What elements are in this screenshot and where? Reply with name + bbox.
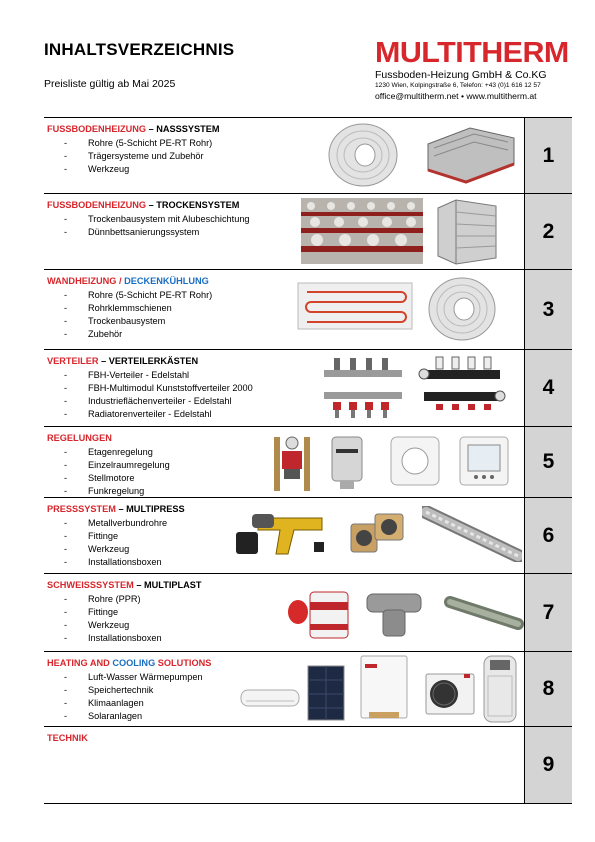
- section-number: 3: [524, 270, 572, 349]
- section-number: 1: [524, 118, 572, 193]
- list-item: - Radiatorenverteiler - Edelstahl: [47, 408, 307, 421]
- list-item: - Werkzeug: [47, 163, 307, 176]
- list-item: - Zubehör: [47, 328, 307, 341]
- toc-row-6[interactable]: [44, 498, 572, 574]
- list-item: - Werkzeug: [47, 619, 307, 632]
- list-item: - Einzelraumregelung: [47, 459, 307, 472]
- list-item: - Klimaanlagen: [47, 697, 307, 710]
- company-logo-block: [375, 38, 575, 101]
- section-heading: FUSSBODENHEIZUNG – TROCKENSYSTEM: [47, 200, 240, 210]
- table-of-contents: [44, 117, 572, 804]
- toc-row-9[interactable]: [44, 727, 572, 804]
- toc-row-7[interactable]: [44, 574, 572, 652]
- section-heading: WANDHEIZUNG / DECKENKÜHLUNG: [47, 276, 209, 286]
- list-item: - FBH-Multimodul Kunststoffverteiler 2000: [47, 382, 307, 395]
- mixing-station-icon: [268, 429, 318, 495]
- list-item: - Speichertechnik: [47, 684, 307, 697]
- digital-thermostat-icon: [458, 435, 510, 487]
- list-item: - Etagenregelung: [47, 446, 307, 459]
- list-item: - Trockenbausystem: [47, 315, 307, 328]
- list-item: - Rohre (5-Schicht PE-RT Rohr): [47, 137, 307, 150]
- company-contact: office@multitherm.net • www.multitherm.at: [375, 91, 537, 101]
- section-number: 8: [524, 652, 572, 726]
- section-item-list: [47, 213, 307, 239]
- section-number: 5: [524, 427, 572, 497]
- list-item: - Trockenbausystem mit Alubeschichtung: [47, 213, 307, 226]
- list-item: - Rohre (PPR): [47, 593, 307, 606]
- press-tool-icon: [232, 504, 326, 560]
- tee-fitting-icon: [363, 588, 425, 638]
- indoor-unit-icon: [359, 654, 409, 722]
- pipe-coil-icon: [427, 276, 497, 342]
- ppr-box-icon: [286, 586, 356, 642]
- list-item: - Metallverbundrohre: [47, 517, 307, 530]
- list-item: - Solaranlagen: [47, 710, 307, 723]
- price-list-validity: Preisliste gültig ab Mai 2025: [44, 78, 176, 90]
- list-item: - Dünnbettsanierungssystem: [47, 226, 307, 239]
- toc-row-2[interactable]: [44, 194, 572, 270]
- toc-row-8[interactable]: [44, 652, 572, 727]
- steel-manifold-icon: [320, 356, 406, 420]
- pipe-coil-icon: [327, 122, 399, 188]
- list-item: - Stellmotore: [47, 472, 307, 485]
- company-address: 1230 Wien, Kolpingstraße 6, Telefon: +43 (0)1 616 12 57: [375, 82, 541, 89]
- list-item: - Fittinge: [47, 530, 307, 543]
- list-item: - Installationsboxen: [47, 632, 307, 645]
- brand-logo: MULTITHERM: [375, 37, 569, 69]
- company-name: Fussboden-Heizung GmbH & Co.KG: [375, 69, 547, 81]
- room-thermostat-icon: [389, 435, 441, 487]
- section-heading: SCHWEISSSYSTEM – MULTIPLAST: [47, 580, 202, 590]
- section-number: 6: [524, 498, 572, 573]
- plastic-manifold-icon: [418, 354, 506, 422]
- list-item: - Funkregelung: [47, 485, 307, 498]
- outdoor-heat-pump-icon: [424, 670, 476, 718]
- storage-tank-icon: [482, 654, 518, 724]
- list-item: - Trägersysteme und Zubehör: [47, 150, 307, 163]
- section-heading: REGELUNGEN: [47, 433, 112, 443]
- insulation-panel-roll-icon: [420, 124, 518, 186]
- section-heading: TECHNIK: [47, 733, 88, 743]
- page-title: INHALTSVERZEICHNIS: [44, 40, 235, 59]
- actuator-icon: [328, 431, 366, 491]
- toc-row-3[interactable]: [44, 270, 572, 350]
- solar-panel-icon: [306, 664, 346, 722]
- section-item-list: [47, 289, 307, 341]
- air-conditioner-icon: [240, 688, 300, 708]
- section-number: 9: [524, 727, 572, 803]
- section-heading: PRESSSYSTEM – MULTIPRESS: [47, 504, 185, 514]
- section-item-list: [47, 593, 307, 645]
- section-heading: VERTEILER – VERTEILERKÄSTEN: [47, 356, 199, 366]
- dry-system-floor-icon: [301, 198, 423, 264]
- section-item-list: [47, 369, 307, 421]
- toc-row-1[interactable]: [44, 118, 572, 194]
- toc-row-5[interactable]: [44, 427, 572, 498]
- list-item: - Luft-Wasser Wärmepumpen: [47, 671, 307, 684]
- aluminium-panel-icon: [436, 198, 498, 266]
- list-item: - Rohrklemmschienen: [47, 302, 307, 315]
- list-item: - Installationsboxen: [47, 556, 307, 569]
- list-item: - Fittinge: [47, 606, 307, 619]
- section-number: 7: [524, 574, 572, 651]
- list-item: - Rohre (5-Schicht PE-RT Rohr): [47, 289, 307, 302]
- list-item: - FBH-Verteiler - Edelstahl: [47, 369, 307, 382]
- ppr-pipe-icon: [444, 596, 524, 630]
- list-item: - Werkzeug: [47, 543, 307, 556]
- list-item: - Industrieflächenverteiler - Edelstahl: [47, 395, 307, 408]
- section-number: 2: [524, 194, 572, 269]
- composite-pipe-icon: [422, 506, 522, 562]
- press-fitting-icon: [347, 504, 417, 560]
- section-heading: HEATING AND COOLING SOLUTIONS: [47, 658, 212, 668]
- toc-row-4[interactable]: [44, 350, 572, 427]
- section-number: 4: [524, 350, 572, 426]
- wall-heating-panel-icon: [297, 282, 413, 330]
- section-heading: FUSSBODENHEIZUNG – NASSSYSTEM: [47, 124, 220, 134]
- section-item-list: [47, 137, 307, 176]
